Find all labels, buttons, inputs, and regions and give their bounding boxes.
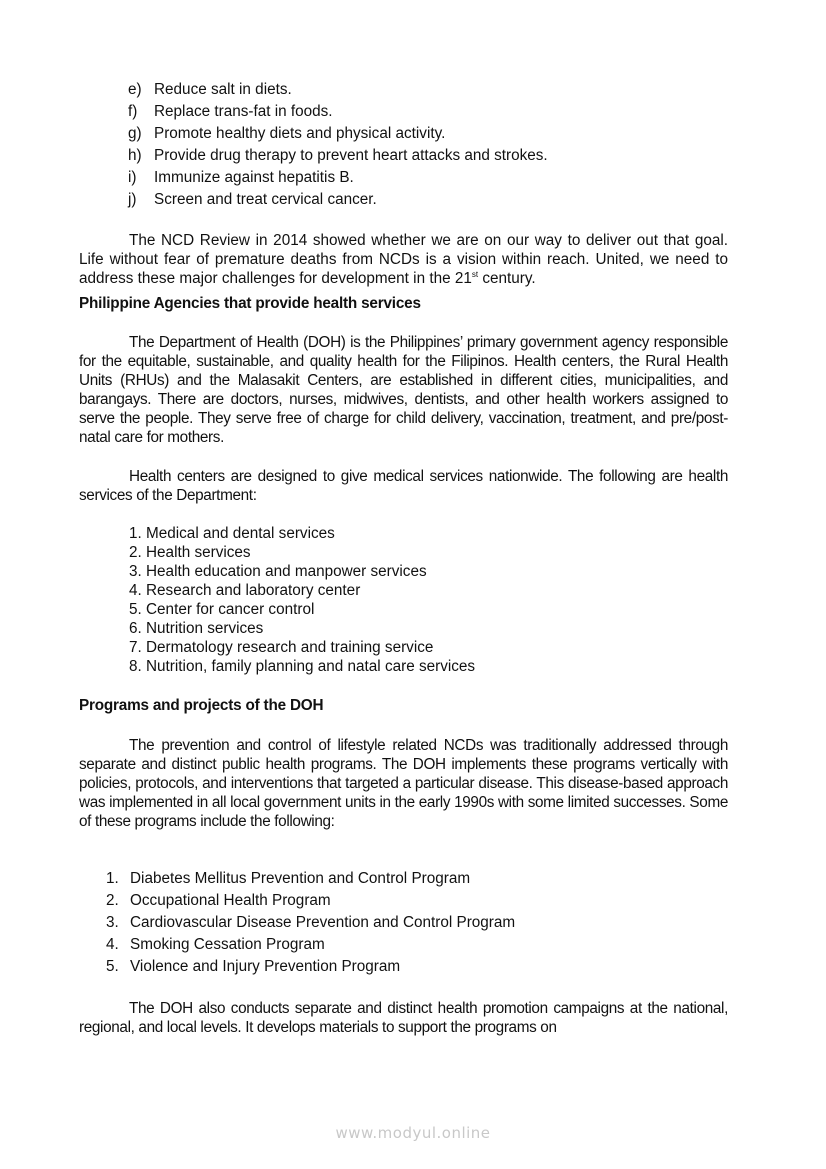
list-marker: f) [128, 103, 138, 120]
list-item-text: Screen and treat cervical cancer. [154, 191, 377, 208]
list-item [106, 912, 515, 934]
list-item [128, 145, 548, 167]
list-item [128, 101, 548, 123]
section-heading-programs: Programs and projects of the DOH [79, 697, 324, 714]
list-item [128, 123, 548, 145]
list-item-text: Immunize against hepatitis B. [154, 169, 354, 186]
list-item: 7. Dermatology research and training service [129, 639, 434, 656]
list-item [106, 934, 515, 956]
list-item [128, 167, 548, 189]
health-centers-paragraph: Health centers are designed to give medical services nationwide. The following are health services of the Department: [79, 468, 728, 504]
list-item: 1. Medical and dental services [129, 525, 335, 542]
watermark: www.modyul.online [335, 1124, 491, 1142]
list-item-text: Cardiovascular Disease Prevention and Control Program [130, 914, 516, 931]
doh-intro-paragraph: The Department of Health (DOH) is the Philippines’ primary government agency responsible for the equitable, sustainable, and quality health for the Filipinos. Health centers, the Rural Health Units (RHUs) and the Malasakit Centers, are established in different cities, municipalities, and barangays. There are doctors, nurses, midwives, dentists, and other health workers assigned to serve the people. They serve free of charge for child delivery, vaccination, treatment, and pre/post-natal care for mothers. [79, 334, 728, 446]
list-item [106, 868, 515, 890]
list-item-text: Violence and Injury Prevention Program [130, 958, 401, 975]
list-item: 2. Health services [129, 544, 251, 561]
doh-campaigns-paragraph: The DOH also conducts separate and distinct health promotion campaigns at the national, regional, and local levels. It develops materials to support the programs on [79, 1000, 728, 1036]
prevention-control-paragraph: The prevention and control of lifestyle related NCDs was traditionally addressed through separate and distinct public health programs. The DOH implements these programs vertically with policies, protocols, and interventions that targeted a particular disease. This disease-based approach was implemented in all local government units in the early 1990s with some limited successes. Some of these programs include the following: [79, 737, 728, 830]
list-marker: 2. [106, 892, 119, 909]
paragraph-text: century. [478, 270, 536, 287]
list-item [128, 79, 548, 101]
list-marker: g) [128, 125, 142, 142]
list-item: 5. Center for cancer control [129, 601, 315, 618]
list-marker: h) [128, 147, 142, 164]
list-item: 3. Health education and manpower services [129, 563, 427, 580]
list-item-text: Provide drug therapy to prevent heart attacks and strokes. [154, 147, 548, 164]
list-marker: i) [128, 169, 137, 186]
list-marker: 1. [106, 870, 119, 887]
list-marker: e) [128, 81, 142, 98]
doh-programs-list [106, 868, 515, 978]
list-marker: 3. [106, 914, 119, 931]
list-marker: j) [128, 191, 137, 208]
list-item: 4. Research and laboratory center [129, 582, 361, 599]
list-item-text: Occupational Health Program [130, 892, 331, 909]
who-recommendations-list [128, 79, 548, 211]
list-item: 8. Nutrition, family planning and natal care services [129, 658, 476, 675]
ordinal-superscript: st [471, 270, 479, 279]
health-services-list [129, 524, 475, 676]
list-marker: 4. [106, 936, 119, 953]
list-marker: 5. [106, 958, 119, 975]
list-item-text: Replace trans-fat in foods. [154, 103, 333, 120]
list-item [106, 956, 515, 978]
section-heading-agencies: Philippine Agencies that provide health services [79, 295, 421, 312]
list-item-text: Smoking Cessation Program [130, 936, 325, 953]
list-item [106, 890, 515, 912]
list-item-text: Promote healthy diets and physical activity. [154, 125, 446, 142]
list-item-text: Diabetes Mellitus Prevention and Control Program [130, 870, 471, 887]
list-item-text: Reduce salt in diets. [154, 81, 292, 98]
paragraph-text: The NCD Review in 2014 showed whether we are on our way to deliver out that goal. Life without fear of premature deaths from NCDs is a vision within reach. United, we need to address these major challenges for development in the 21 [79, 232, 728, 287]
list-item [128, 189, 548, 211]
list-item: 6. Nutrition services [129, 620, 264, 637]
ncd-review-paragraph [79, 231, 728, 288]
